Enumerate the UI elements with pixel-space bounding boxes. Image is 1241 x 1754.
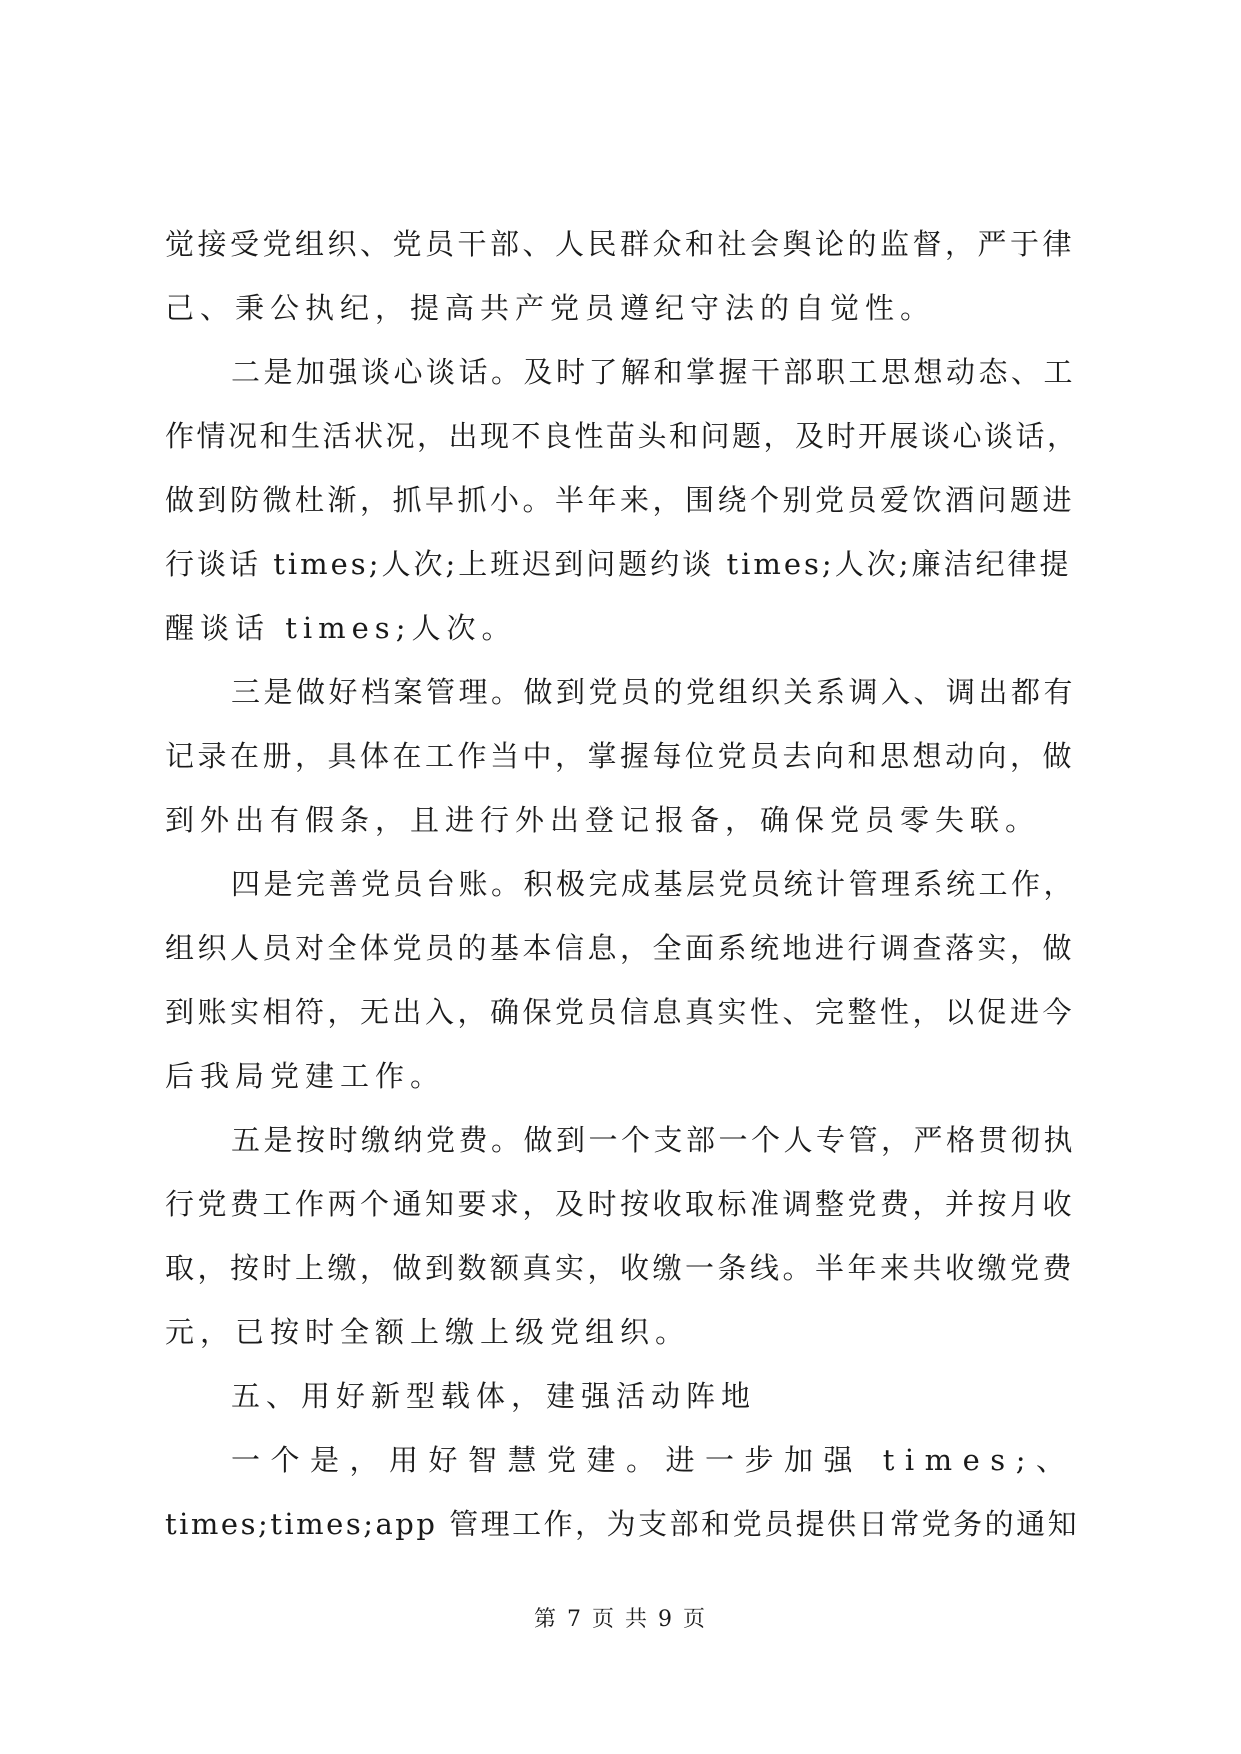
text-line: 觉接受党组织、党员干部、人民群众和社会舆论的监督，严于律	[165, 227, 1076, 261]
text-line: 行谈话 times;人次;上班迟到问题约谈 times;人次;廉洁纪律提	[165, 547, 1072, 581]
text-line: 取，按时上缴，做到数额真实，收缴一条线。半年来共收缴党费	[165, 1251, 1076, 1285]
paragraph-heading-ledger: 四是完善党员台账。积极完成基层党员统计管理系统工作，	[231, 867, 1077, 901]
text-line: 组织人员对全体党员的基本信息，全面系统地进行调查落实，做	[165, 931, 1076, 965]
text-line: 己、秉公执纪，提高共产党员遵纪守法的自觉性。	[165, 291, 936, 325]
text-line: 醒谈话 times;人次。	[165, 611, 517, 645]
text-line: 元，已按时全额上缴上级党组织。	[165, 1315, 691, 1349]
text-line: 做到防微杜渐，抓早抓小。半年来，围绕个别党员爱饮酒问题进	[165, 483, 1076, 517]
text-line: 作情况和生活状况，出现不良性苗头和问题，及时开展谈心谈话，	[165, 419, 1079, 453]
paragraph-heading-smart-party: 一个是，用好智慧党建。进一步加强 times;、	[231, 1443, 1076, 1477]
text-line: 行党费工作两个通知要求，及时按收取标准调整党费，并按月收	[165, 1187, 1076, 1221]
text-line: 后我局党建工作。	[165, 1059, 446, 1093]
section-heading: 五、用好新型载体，建强活动阵地	[231, 1379, 757, 1413]
text-line: 到外出有假条，且进行外出登记报备，确保党员零失联。	[165, 803, 1041, 837]
text-line: 记录在册，具体在工作当中，掌握每位党员去向和思想动向，做	[165, 739, 1076, 773]
paragraph-heading-talks: 二是加强谈心谈话。及时了解和掌握干部职工思想动态、工	[231, 355, 1077, 389]
document-body	[165, 227, 1085, 1574]
paragraph-heading-dues: 五是按时缴纳党费。做到一个支部一个人专管，严格贯彻执	[231, 1123, 1077, 1157]
page-number: 第 7 页 共 9 页	[534, 1607, 707, 1632]
text-line: 到账实相符，无出入，确保党员信息真实性、完整性，以促进今	[165, 995, 1076, 1029]
text-line: times;times;app 管理工作，为支部和党员提供日常党务的通知	[165, 1507, 1080, 1541]
paragraph-heading-archives: 三是做好档案管理。做到党员的党组织关系调入、调出都有	[231, 675, 1077, 709]
